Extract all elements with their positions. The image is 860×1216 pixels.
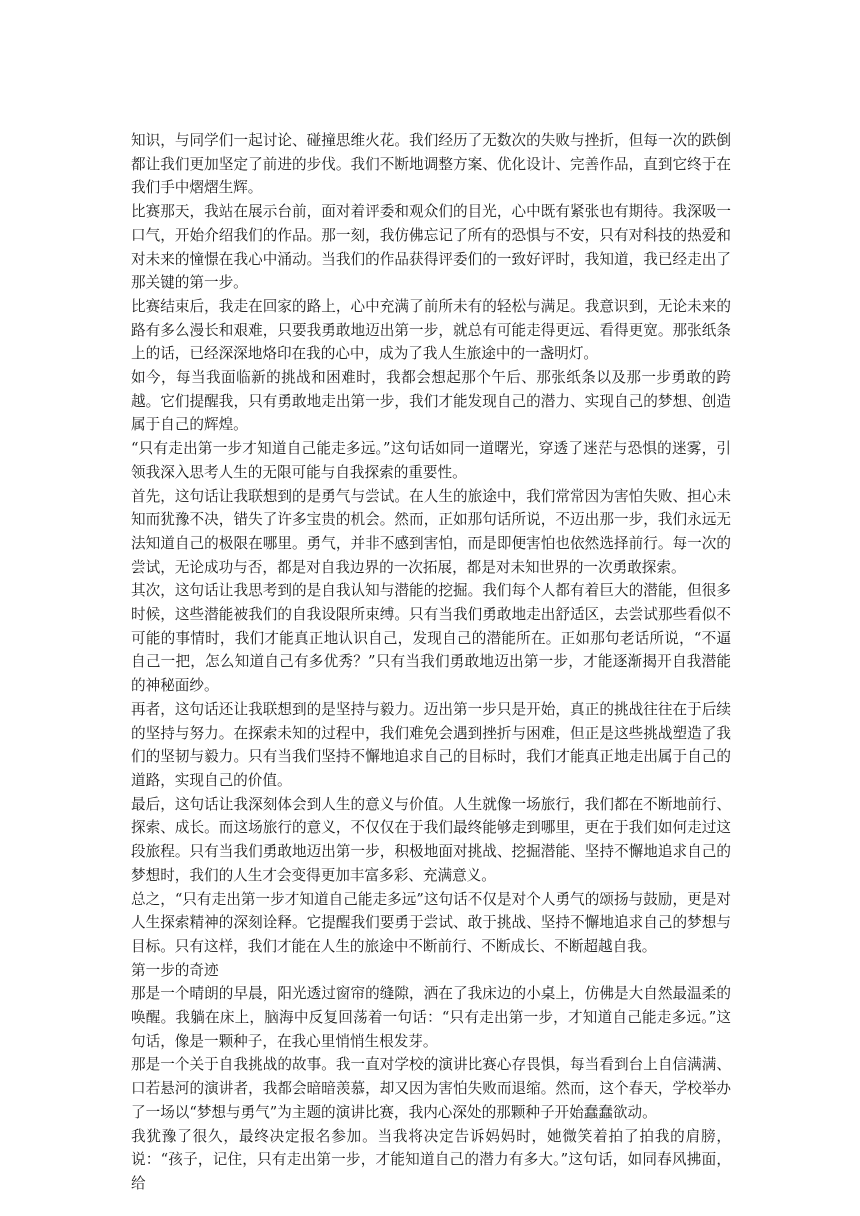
- section-title: 第一步的奇迹: [131, 961, 219, 979]
- paragraph: 我犹豫了很久，最终决定报名参加。当我将决定告诉妈妈时，她微笑着拍了拍我的肩膀，说：“孩子，记住，只有走出第一步，才能知道自己的潜力有多大。”这句话，如同春风拂面，给: [131, 1127, 731, 1192]
- paragraph: 最后，这句话让我深刻体会到人生的意义与价值。人生就像一场旅行，我们都在不断地前行、探索、成长。而这场旅行的意义，不仅仅在于我们最终能够走到哪里，更在于我们如何走过这段旅程。只有当我们勇敢地迈出第一步，积极地面对挑战、挖掘潜能、坚持不懈地追求自己的梦想时，我们的人生才会变得更加丰富多彩、充满意义。: [131, 795, 731, 884]
- paragraph: 总之，“只有走出第一步才知道自己能走多远”这句话不仅是对个人勇气的颂扬与鼓励，更是对人生探索精神的深刻诠释。它提醒我们要勇于尝试、敢于挑战、坚持不懈地追求自己的梦想与目标。只有这样，我们才能在人生的旅途中不断前行、不断成长、不断超越自我。: [131, 890, 731, 955]
- paragraph: 知识，与同学们一起讨论、碰撞思维火花。我们经历了无数次的失败与挫折，但每一次的跌倒都让我们更加坚定了前进的步伐。我们不断地调整方案、优化设计、完善作品，直到它终于在我们手中熠熠生辉。: [131, 132, 731, 197]
- paragraph: 首先，这句话让我联想到的是勇气与尝试。在人生的旅途中，我们常常因为害怕失败、担心未知而犹豫不决，错失了许多宝贵的机会。然而，正如那句话所说，不迈出那一步，我们永远无法知道自己的极限在哪里。勇气，并非不感到害怕，而是即便害怕也依然选择前行。每一次的尝试，无论成功与否，都是对自我边界的一次拓展，都是对未知世界的一次勇敢探索。: [131, 487, 731, 576]
- paragraph: “只有走出第一步才知道自己能走多远。”这句话如同一道曙光，穿透了迷茫与恐惧的迷雾，引领我深入思考人生的无限可能与自我探索的重要性。: [131, 440, 731, 481]
- paragraph: 比赛那天，我站在展示台前，面对着评委和观众们的目光，心中既有紧张也有期待。我深吸一口气，开始介绍我们的作品。那一刻，我仿佛忘记了所有的恐惧与不安，只有对科技的热爱和对未来的憧憬在我心中涌动。当我们的作品获得评委们的一致好评时，我知道，我已经走出了那关键的第一步。: [131, 203, 731, 292]
- paragraph: 那是一个关于自我挑战的故事。我一直对学校的演讲比赛心存畏惧，每当看到台上自信满满、口若悬河的演讲者，我都会暗暗羡慕，却又因为害怕失败而退缩。然而，这个春天，学校举办了一场以“梦想与勇气”为主题的演讲比赛，我内心深处的那颗种子开始蠢蠢欲动。: [131, 1056, 731, 1121]
- paragraph: 其次，这句话让我思考到的是自我认知与潜能的挖掘。我们每个人都有着巨大的潜能，但很多时候，这些潜能被我们的自我设限所束缚。只有当我们勇敢地走出舒适区，去尝试那些看似不可能的事情时，我们才能真正地认识自己，发现自己的潜能所在。正如那句老话所说，“不逼自己一把，怎么知道自己有多优秀？”只有当我们勇敢地迈出第一步，才能逐渐揭开自我潜能的神秘面纱。: [131, 582, 731, 695]
- paragraph: 如今，每当我面临新的挑战和困难时，我都会想起那个午后、那张纸条以及那一步勇敢的跨越。它们提醒我，只有勇敢地走出第一步，我们才能发现自己的潜力、实现自己的梦想、创造属于自己的辉煌。: [131, 369, 731, 434]
- paragraph: 再者，这句话还让我联想到的是坚持与毅力。迈出第一步只是开始，真正的挑战往往在于后续的坚持与努力。在探索未知的过程中，我们难免会遇到挫折与困难，但正是这些挑战塑造了我们的坚韧与毅力。只有当我们坚持不懈地追求自己的目标时，我们才能真正地走出属于自己的道路，实现自己的价值。: [131, 700, 731, 789]
- paragraph: 那是一个晴朗的早晨，阳光透过窗帘的缝隙，洒在了我床边的小桌上，仿佛是大自然最温柔的唤醒。我躺在床上，脑海中反复回荡着一句话：“只有走出第一步，才知道自己能走多远。”这句话，像是一颗种子，在我心里悄悄生根发芽。: [131, 985, 731, 1050]
- paragraph: 比赛结束后，我走在回家的路上，心中充满了前所未有的轻松与满足。我意识到，无论未来的路有多么漫长和艰难，只要我勇敢地迈出第一步，就总有可能走得更远、看得更宽。那张纸条上的话，已经深深地烙印在我的心中，成为了我人生旅途中的一盏明灯。: [131, 297, 731, 363]
- document-body: [131, 129, 731, 1196]
